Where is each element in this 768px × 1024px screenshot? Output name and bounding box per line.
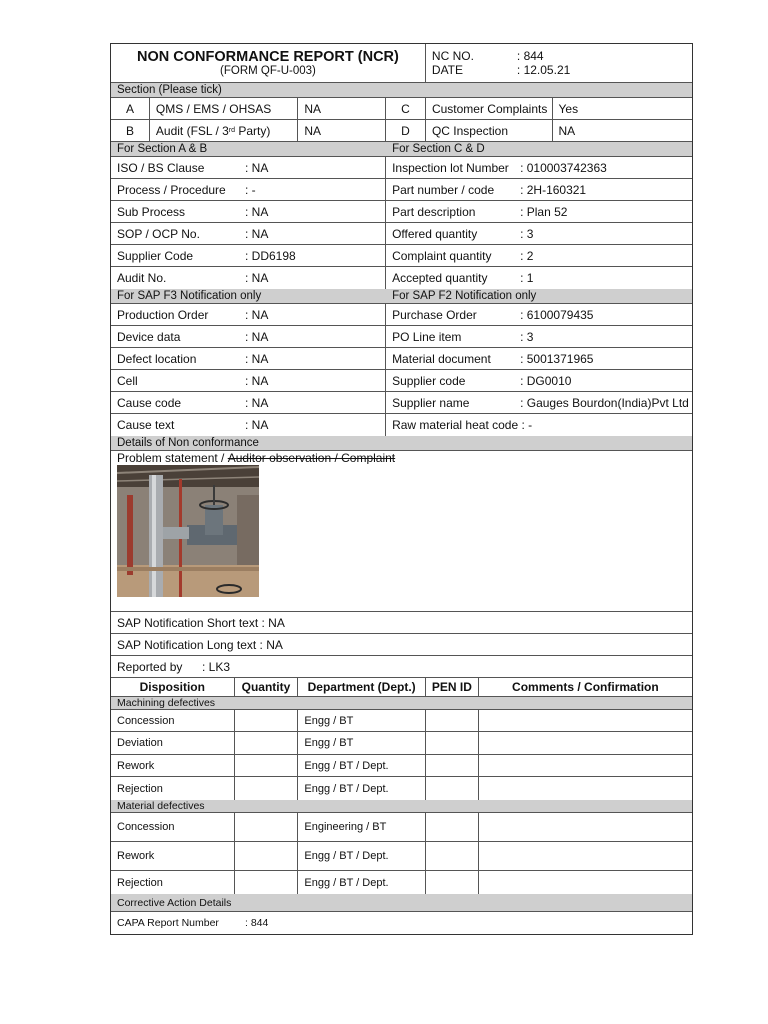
- left-field: [111, 392, 386, 413]
- comments-cell: [479, 813, 692, 841]
- info-row: [111, 245, 692, 267]
- section-ab-cd-rows: [111, 157, 692, 289]
- reported-by: [111, 656, 236, 677]
- left-field: [111, 267, 386, 289]
- table-row: [111, 755, 692, 777]
- table-row: [111, 777, 692, 800]
- reported-by-value: : LK3: [202, 659, 231, 674]
- section-letter: C: [386, 98, 426, 119]
- section-cd-heading: For Section C & D: [392, 143, 485, 155]
- sap-long-text: SAP Notification Long text : NA: [117, 637, 283, 652]
- quantity-cell: [235, 871, 299, 894]
- right-field: [386, 201, 692, 222]
- field-value: : -: [518, 418, 533, 432]
- audit-label-sup: rd: [228, 127, 236, 134]
- pen-id-cell: [426, 755, 479, 776]
- nc-no-label: NC NO.: [431, 49, 474, 63]
- capa-label: CAPA Report Number: [117, 917, 219, 929]
- disposition-header: Disposition: [111, 678, 235, 696]
- disposition-cell: Rework: [111, 842, 235, 870]
- left-field: [111, 245, 386, 266]
- title-block: [111, 44, 426, 82]
- pen-id-header: PEN ID: [426, 678, 479, 696]
- material-heading-row: [111, 800, 692, 813]
- pen-id-cell: [426, 777, 479, 800]
- problem-struck: Auditor observation / Complaint: [227, 451, 396, 464]
- field-label: ISO / BS Clause: [117, 160, 205, 175]
- audit-label-post: Party): [235, 123, 271, 138]
- field-value: : NA: [245, 395, 269, 410]
- right-field: [386, 223, 692, 244]
- disposition-cell: Concession: [111, 813, 235, 841]
- field-label: Part description: [392, 204, 476, 219]
- field-label: SOP / OCP No.: [117, 226, 200, 241]
- field-value: : NA: [245, 271, 269, 285]
- section-ab-heading: For Section A & B: [117, 143, 208, 155]
- table-row: [111, 842, 692, 871]
- department-cell: Engg / BT / Dept.: [298, 871, 426, 894]
- info-row: [111, 326, 692, 348]
- sap-rows: [111, 304, 692, 436]
- field-label: Raw material heat code: [392, 418, 519, 432]
- field-value: : NA: [245, 329, 269, 344]
- comments-cell: [479, 732, 692, 754]
- field-value: : NA: [245, 351, 269, 366]
- field-value: : 010003742363: [520, 160, 607, 175]
- comments-cell: [479, 871, 692, 894]
- field-label: Supplier name: [392, 395, 470, 410]
- right-field: [386, 370, 692, 391]
- field-value: : Plan 52: [520, 204, 568, 219]
- material-heading: Material defectives: [117, 800, 205, 812]
- capa-report: [111, 912, 274, 934]
- quantity-header: Quantity: [235, 678, 299, 696]
- department-cell: Engg / BT: [298, 732, 426, 754]
- capa-row: [111, 912, 692, 934]
- quantity-cell: [235, 710, 299, 731]
- department-cell: Engg / BT / Dept.: [298, 777, 426, 800]
- reported-by-label: Reported by: [117, 659, 183, 674]
- quantity-cell: [235, 732, 299, 754]
- info-row: [111, 392, 692, 414]
- sap-heading-row: [111, 289, 692, 304]
- left-field: [111, 414, 386, 436]
- department-cell: Engg / BT / Dept.: [298, 842, 426, 870]
- section-tick-row: [111, 120, 692, 142]
- left-field: [111, 326, 386, 347]
- right-field: [386, 179, 692, 200]
- quantity-cell: [235, 842, 299, 870]
- field-label: Process / Procedure: [117, 182, 226, 197]
- section-label: QC Inspection: [426, 120, 553, 141]
- machining-heading-row: [111, 697, 692, 710]
- section-letter: D: [386, 120, 426, 141]
- right-field: [386, 304, 692, 325]
- field-value: : 1: [520, 271, 534, 285]
- info-row: [111, 370, 692, 392]
- corrective-heading-row: [111, 894, 692, 912]
- disposition-cell: Concession: [111, 710, 235, 731]
- info-row: [111, 304, 692, 326]
- section-tick-row: [111, 98, 692, 120]
- department-cell: Engg / BT / Dept.: [298, 755, 426, 776]
- left-field: [111, 304, 386, 325]
- right-field: [386, 267, 692, 289]
- field-value: : 2H-160321: [520, 182, 587, 197]
- quantity-cell: [235, 777, 299, 800]
- info-row: [111, 179, 692, 201]
- field-label: Complaint quantity: [392, 248, 492, 263]
- field-value: : NA: [245, 418, 269, 432]
- sap-short-text: SAP Notification Short text : NA: [117, 615, 285, 630]
- department-cell: Engineering / BT: [298, 813, 426, 841]
- capa-value: : 844: [245, 917, 269, 929]
- comments-cell: [479, 777, 692, 800]
- disposition-cell: Rejection: [111, 777, 235, 800]
- section-tick-heading-row: [111, 83, 692, 98]
- field-value: : NA: [245, 226, 269, 241]
- info-row: [111, 267, 692, 289]
- field-value: : DD6198: [245, 248, 296, 263]
- problem-statement-block: [111, 451, 692, 612]
- field-label: Supplier code: [392, 373, 466, 388]
- field-label: PO Line item: [392, 329, 462, 344]
- machining-rows: [111, 710, 692, 800]
- nc-no-value: : 844: [516, 49, 544, 63]
- info-row: [111, 348, 692, 370]
- sap-short-text-row: [111, 612, 692, 634]
- section-label: QMS / EMS / OHSAS: [150, 98, 298, 119]
- right-field: [386, 348, 692, 369]
- field-label: Defect location: [117, 351, 197, 366]
- right-field: [386, 326, 692, 347]
- section-label: [150, 120, 298, 141]
- field-label: Audit No.: [117, 271, 167, 285]
- problem-statement-label: [111, 451, 401, 464]
- info-row: [111, 414, 692, 436]
- section-value: NA: [298, 120, 386, 141]
- field-value: : 2: [520, 248, 534, 263]
- section-letter: A: [111, 98, 150, 119]
- details-heading: Details of Non conformance: [117, 437, 259, 449]
- field-value: : NA: [245, 307, 269, 322]
- pen-id-cell: [426, 813, 479, 841]
- date-label: DATE: [431, 63, 464, 77]
- disposition-cell: Rejection: [111, 871, 235, 894]
- section-tick-heading: Section (Please tick): [117, 84, 222, 96]
- disposition-cell: Rework: [111, 755, 235, 776]
- sap-long-text-row: [111, 634, 692, 656]
- field-value: : NA: [245, 160, 269, 175]
- field-label: Offered quantity: [392, 226, 478, 241]
- comments-cell: [479, 710, 692, 731]
- left-field: [111, 223, 386, 244]
- field-value: : -: [245, 182, 256, 197]
- sap-f2-heading: For SAP F2 Notification only: [392, 290, 537, 302]
- field-label: Purchase Order: [392, 307, 477, 322]
- disposition-header-row: [111, 678, 692, 697]
- section-value: Yes: [558, 101, 579, 116]
- pen-id-cell: [426, 871, 479, 894]
- disposition-cell: Deviation: [111, 732, 235, 754]
- pen-id-cell: [426, 842, 479, 870]
- corrective-heading: Corrective Action Details: [117, 896, 232, 909]
- field-value: : 3: [520, 329, 534, 344]
- field-value: : DG0010: [520, 373, 572, 388]
- header-row: [111, 44, 692, 83]
- comments-cell: [479, 842, 692, 870]
- section-ab-cd-heading-row: [111, 142, 692, 157]
- section-value: NA: [558, 123, 576, 138]
- field-label: Supplier Code: [117, 248, 194, 263]
- details-heading-row: [111, 436, 692, 451]
- quantity-cell: [235, 813, 299, 841]
- field-value: : Gauges Bourdon(India)Pvt Ltd: [520, 395, 689, 410]
- valve-photo-icon: [117, 465, 259, 597]
- field-label: Production Order: [117, 307, 209, 322]
- page-title: NON CONFORMANCE REPORT (NCR): [137, 49, 399, 65]
- nc-info: [426, 44, 692, 82]
- left-field: [111, 370, 386, 391]
- valve-assembly-photo: [117, 465, 259, 597]
- field-label: Cell: [117, 373, 138, 388]
- quantity-cell: [235, 755, 299, 776]
- right-field: [386, 392, 692, 413]
- form-code: (FORM QF-U-003): [220, 65, 316, 77]
- section-label: Customer Complaints: [426, 98, 553, 119]
- left-field: [111, 179, 386, 200]
- right-field: [386, 157, 692, 178]
- field-value: : NA: [245, 204, 269, 219]
- field-value: : 6100079435: [520, 307, 594, 322]
- field-value: : 5001371965: [520, 351, 594, 366]
- table-row: [111, 710, 692, 732]
- pen-id-cell: [426, 710, 479, 731]
- field-value: : 3: [520, 226, 534, 241]
- material-rows: [111, 813, 692, 894]
- field-label: Cause code: [117, 395, 182, 410]
- info-row: [111, 157, 692, 179]
- section-letter: B: [111, 120, 150, 141]
- problem-label: Problem statement /: [117, 451, 228, 464]
- field-label: Sub Process: [117, 204, 186, 219]
- reported-by-row: [111, 656, 692, 678]
- left-field: [111, 157, 386, 178]
- audit-label-pre: Audit (FSL / 3: [155, 123, 229, 138]
- pen-id-cell: [426, 732, 479, 754]
- table-row: [111, 732, 692, 755]
- field-label: Device data: [117, 329, 181, 344]
- comments-cell: [479, 755, 692, 776]
- table-row: [111, 813, 692, 842]
- field-label: Cause text: [117, 418, 175, 432]
- table-row: [111, 871, 692, 894]
- department-cell: Engg / BT: [298, 710, 426, 731]
- right-field: [386, 414, 692, 436]
- info-row: [111, 201, 692, 223]
- section-value: NA: [298, 98, 386, 119]
- comments-header: Comments / Confirmation: [512, 680, 659, 694]
- ncr-form: [110, 43, 693, 935]
- department-header: Department (Dept.): [298, 678, 426, 696]
- date-value: : 12.05.21: [516, 63, 571, 77]
- right-field: [386, 245, 692, 266]
- field-value: : NA: [245, 373, 269, 388]
- info-row: [111, 223, 692, 245]
- field-label: Part number / code: [392, 182, 495, 197]
- left-field: [111, 348, 386, 369]
- sap-f3-heading: For SAP F3 Notification only: [117, 290, 262, 302]
- machining-heading: Machining defectives: [117, 697, 216, 709]
- field-label: Inspection lot Number: [392, 160, 509, 175]
- left-field: [111, 201, 386, 222]
- field-label: Accepted quantity: [392, 271, 488, 285]
- field-label: Material document: [392, 351, 491, 366]
